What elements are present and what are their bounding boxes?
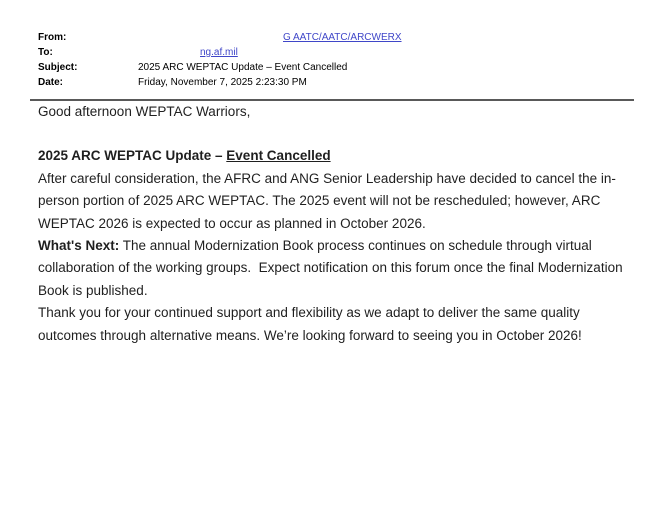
greeting-text: Good afternoon WEPTAC Warriors, xyxy=(38,104,251,119)
whats-next-label: What's Next: xyxy=(38,238,120,254)
update-heading-plain: 2025 ARC WEPTAC Update – xyxy=(38,148,227,164)
to-recipient-link[interactable]: ng.af.mil xyxy=(200,47,238,58)
to-label: To: xyxy=(38,47,53,58)
whats-next-paragraph xyxy=(38,235,627,302)
update-section xyxy=(38,145,624,235)
header-row-subject xyxy=(38,60,634,75)
subject-label: Subject: xyxy=(38,62,78,73)
subject-value: 2025 ARC WEPTAC Update – Event Cancelled xyxy=(138,62,348,73)
from-label: From: xyxy=(38,32,67,43)
header-row-from xyxy=(38,30,634,45)
email-header-block xyxy=(30,30,634,90)
date-value: Friday, November 7, 2025 2:23:30 PM xyxy=(138,77,307,88)
whats-next-text: The annual Modernization Book process continues on schedule through virtual collaboration of the working groups. Expect notification on this forum once the final Modernization Book is published. xyxy=(38,238,627,298)
header-row-to xyxy=(38,45,634,60)
update-heading xyxy=(38,145,624,167)
closing-paragraph: Thank you for your continued support and flexibility as we adapt to deliver the same quality outcomes through alternative means. We’re looking forward to seeing you in October 2026! xyxy=(38,305,584,343)
header-row-date xyxy=(38,75,634,90)
from-value xyxy=(138,30,402,45)
email-body xyxy=(30,101,634,347)
cancellation-paragraph: After careful consideration, the AFRC and ANG Senior Leadership have decided to cancel the in-person portion of 2025 ARC WEPTAC. The 2025 event will not be rescheduled; however, ARC WEPTAC 2026 is expected to occur as planned in October 2026. xyxy=(38,170,616,231)
from-sender-link[interactable]: G AATC/AATC/ARCWERX xyxy=(283,32,402,43)
date-label: Date: xyxy=(38,77,64,88)
to-value xyxy=(138,45,238,60)
update-heading-cancelled: Event Cancelled xyxy=(226,148,331,164)
